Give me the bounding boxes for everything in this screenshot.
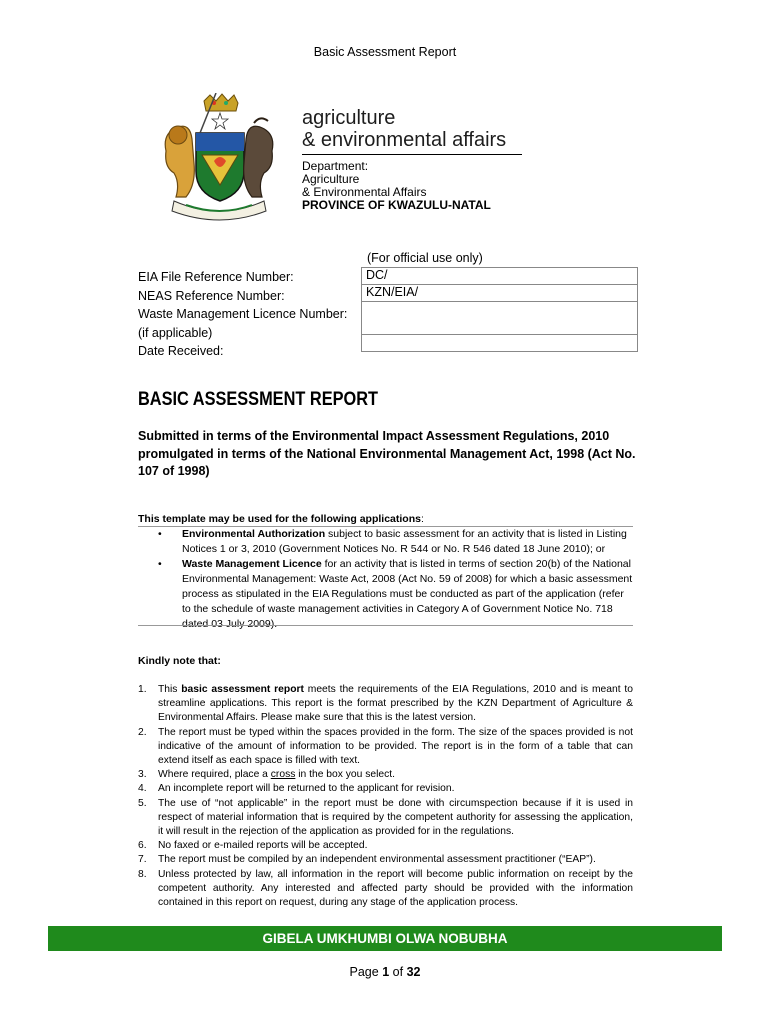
note-item: 1. This basic assessment report meets the requirements of the EIA Regulations, 2010 and is meant to streamline applications. This report is the format prescribed by the KZN Department of Agriculture & Environmental Affairs. Please make sure that this is the latest version.: [138, 684, 633, 724]
if-applicable-label: (if applicable): [138, 325, 213, 340]
template-bullet-2: • Waste Management Licence for an activity that is listed in terms of section 20(b) of the National Environmental Management: Waste Act, 2008 (Act No. 59 of 2008) for which a basic assessment process as stipulated in the EIA Regulations must be conducted as part of the application (refer to the schedule of waste management activities in Category A of Government Notice No. 718 dated 03 July 2009).: [158, 558, 633, 630]
waste-licence-label: Waste Management Licence Number:: [138, 307, 348, 321]
bullet-icon: •: [158, 558, 162, 570]
reference-labels: [138, 268, 347, 361]
note-item: 3. Where required, place a cross in the box you select.: [138, 769, 395, 781]
department-logo: [302, 107, 506, 151]
official-use-label: (For official use only): [367, 251, 483, 265]
note-item: 5. The use of “not applicable” in the report must be done with circumspection because if it is used in respect of material information that is required by the competent authority for assessing the application, it will result in the rejection of the application as provided for in the regulations.: [138, 797, 633, 838]
notes-list: [138, 683, 633, 910]
note-item: 4. An incomplete report will be returned to the applicant for revision.: [138, 783, 455, 795]
neas-ref-label: NEAS Reference Number:: [138, 288, 285, 303]
neas-ref-field[interactable]: KZN/EIA/: [362, 285, 638, 302]
dept-label: Department:: [302, 159, 369, 173]
eia-file-ref-label: EIA File Reference Number:: [138, 270, 294, 284]
date-received-label: Date Received:: [138, 344, 224, 358]
note-item: 2. The report must be typed within the spaces provided in the form. The size of the spaces provided is not indicative of the amount of information to be provided. The report is in the form of a table that can extend itself as each space is filled with text.: [138, 726, 633, 767]
kzn-coat-of-arms-icon: [156, 93, 282, 225]
dept-name-1: Agriculture: [302, 172, 360, 186]
eia-file-ref-field[interactable]: DC/: [362, 268, 638, 285]
running-header: Basic Assessment Report: [313, 45, 457, 59]
motto-banner: GIBELA UMKHUMBI OLWA NOBUBHA: [48, 926, 722, 951]
template-intro: This template may be used for the following applications: [138, 513, 421, 525]
document-title: BASIC ASSESSMENT REPORT: [138, 389, 378, 410]
official-use-table: [361, 267, 638, 352]
date-received-field[interactable]: [362, 335, 638, 352]
province-name: PROVINCE OF KWAZULU-NATAL: [302, 198, 491, 212]
note-item: 6. No faxed or e-mailed reports will be accepted.: [138, 840, 368, 852]
current-page: 1: [382, 965, 390, 979]
logo-divider: [302, 154, 522, 155]
total-pages: 32: [406, 965, 421, 979]
page-footer: Page 1 of 32: [349, 965, 421, 979]
logo-line-environmental-affairs: & environmental affairs: [302, 129, 507, 151]
bullet-icon: •: [158, 528, 162, 540]
template-usage-section: This template may be used for the following applications: • Environmental Authorization subject to basic assessment for an activity that is listed in Listing Notices 1 or 3, 2010 (Government Notices No. R 544 or No. R 546 dated 18 June 2010); or • Waste Management Licence for an activity that is listed in terms of section 20(b) of the National Environmental Management: Waste Act, 2008 (Act No. 59 of 2008) for which a basic assessment process as stipulated in the EIA Regulations must be conducted as part of the application (refer to the schedule of waste management activities in Category A of Government Notice No. 718 dated 03 July 2009).: [138, 513, 633, 630]
kindly-note-heading: Kindly note that:: [138, 655, 221, 667]
template-bullet-1: • Environmental Authorization subject to basic assessment for an activity that is listed in Listing Notices 1 or 3, 2010 (Government Notices No. R 544 or No. R 546 dated 18 June 2010); or: [158, 528, 627, 555]
note-item: 8. Unless protected by law, all information in the report will become public information on receipt by the competent authority. Any interested and affected party should be provided with the information contained in this report on request, during any stage of the application process.: [138, 868, 633, 909]
logo-line-agriculture: agriculture: [302, 107, 396, 129]
waste-licence-field[interactable]: [362, 302, 638, 335]
dept-name-2: & Environmental Affairs: [302, 185, 427, 199]
department-details: [302, 160, 491, 212]
template-bottom-rule: [138, 625, 633, 626]
note-item: 7. The report must be compiled by an independent environmental assessment practitioner (“EAP”).: [138, 854, 596, 866]
document-subtitle: Submitted in terms of the Environmental Impact Assessment Regulations, 2010 promulgated in terms of the National Environmental Management Act, 1998 (Act No. 107 of 1998): [138, 429, 636, 478]
